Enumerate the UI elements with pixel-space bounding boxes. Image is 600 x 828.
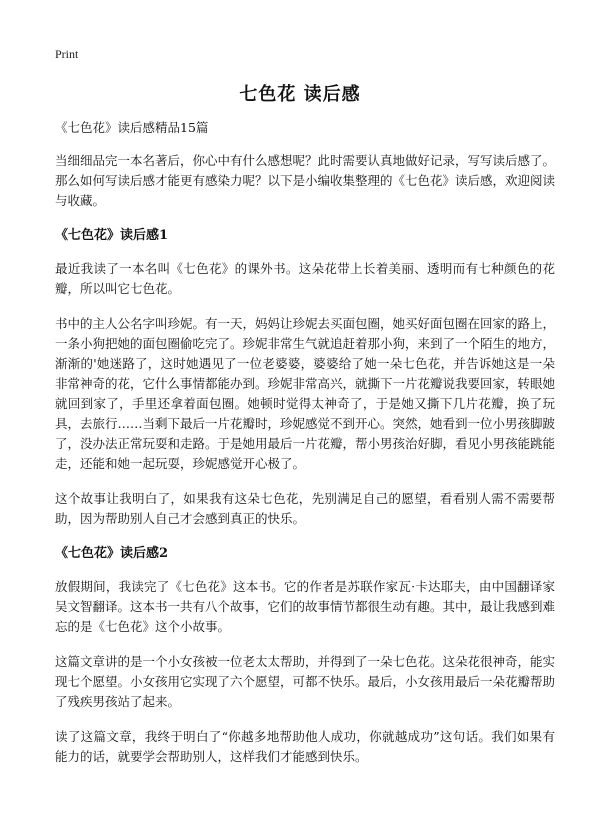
- intro-paragraph: 当细细品完一本名著后，你心中有什么感想呢？此时需要认真地做好记录，写写读后感了。那么如何写读后感才能更有感染力呢？以下是小编收集整理的《七色花》读后感，欢迎阅读与收藏。: [55, 153, 556, 208]
- paragraph: 读了这篇文章，我终于明白了“你越多地帮助他人成功，你就越成功”这句话。我们如果有能力的话，就要学会帮助别人，这样我们才能感到快乐。: [55, 729, 555, 764]
- paragraph: 最近我读了一本名叫《七色花》的课外书。这朵花带上长着美丽、透明而有七种颜色的花瓣，所以叫它七色花。: [55, 261, 555, 296]
- paragraph: 这个故事让我明白了，如果我有这朵七色花，先别满足自己的愿望，看看别人需不需要帮助，因为帮助别人自己才会感到真正的快乐。: [55, 491, 555, 526]
- section-1: [55, 226, 555, 529]
- article-body: [55, 118, 555, 782]
- page-title: 七色花 读后感: [239, 84, 361, 105]
- section-heading: 《七色花》读后感1: [55, 228, 169, 243]
- paragraph: 书中的主人公名字叫珍妮。有一天，妈妈让珍妮去买面包圈，她买好面包圈在回家的路上，一条小狗把她的面包圈偷吃完了。珍妮非常生气就追赶着那小狗，来到了一个陌生的地方，渐渐的'她迷路了，这时她遇见了一位老婆婆，婆婆给了她一朵七色花，并告诉她这是一朵非常神奇的花，它什么事情都能办到。珍妮非常高兴，就撕下一片花瓣说我要回家，转眼她就回到家了，手里还拿着面包圈。她顿时觉得太神奇了，于是她又撕下几片花瓣，换了玩具，去旅行……当剩下最后一片花瓣时，珍妮感觉不到开心。突然，她看到一位小男孩脚跛了，没办法正常玩耍和走路。于是她用最后一片花瓣，帮小男孩治好脚，看见小男孩能跳能走，还能和她一起玩耍，珍妮感觉开心极了。: [55, 316, 556, 471]
- section-2: [55, 544, 555, 767]
- print-link[interactable]: Print: [55, 47, 79, 61]
- section-heading: 《七色花》读后感2: [55, 546, 169, 561]
- paragraph: 这篇文章讲的是一个小女孩被一位老太太帮助，并得到了一朵七色花。这朵花很神奇，能实现七个愿望。小女孩用它实现了六个愿望，可都不快乐。最后，小女孩用最后一朵花瓣帮助了残疾男孩站了起来。: [55, 654, 556, 709]
- article-subtitle: 《七色花》读后感精品15篇: [55, 120, 209, 135]
- paragraph: 放假期间，我读完了《七色花》这本书。它的作者是苏联作家瓦·卡达耶夫，由中国翻译家吴文智翻译。这本书一共有八个故事，它们的故事情节都很生动有趣。其中，最让我感到难忘的是《七色花》这个小故事。: [55, 579, 556, 634]
